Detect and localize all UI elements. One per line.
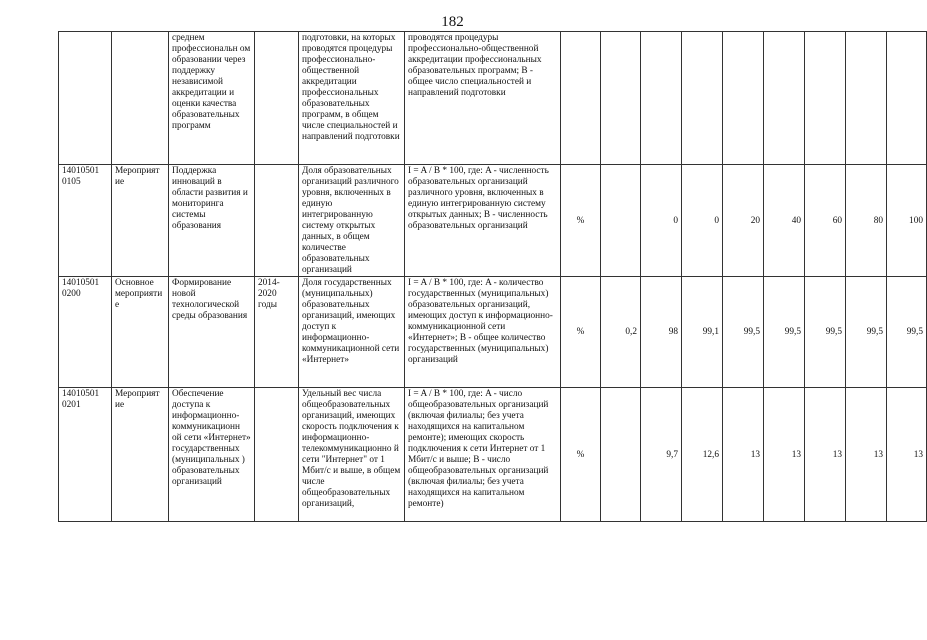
value-cell (601, 32, 641, 165)
value-cell: 98 (641, 277, 682, 388)
name-cell: Поддержка инноваций в области развития и мониторинга системы образования (169, 165, 255, 277)
value-cell: 12,6 (682, 388, 723, 522)
value-cell: 0 (641, 165, 682, 277)
code-cell: 14010501 0105 (59, 165, 112, 277)
unit-cell: % (561, 388, 601, 522)
table-row (59, 165, 927, 277)
type-cell: Основное мероприяти е (112, 277, 169, 388)
value-cell (723, 32, 764, 165)
table-row (59, 32, 927, 165)
type-cell (112, 32, 169, 165)
value-cell (601, 165, 641, 277)
formula-cell: проводятся процедуры профессионально-общественной аккредитации профессиональных образовательных программ; B - общее число специальностей и направлений подготовки (405, 32, 561, 165)
formula-cell: I = A / B * 100, где: A - количество государственных (муниципальных) образовательных организаций, имеющих доступ к информационно-коммуникационной сети «Интернет»; B - общее количество государственных (муниципальных) организаций (405, 277, 561, 388)
value-cell: 0 (682, 165, 723, 277)
page-number: 182 (441, 14, 464, 30)
value-cell: 0,2 (601, 277, 641, 388)
value-cell (641, 32, 682, 165)
value-cell (805, 32, 846, 165)
value-cell: 99,5 (887, 277, 927, 388)
value-cell (846, 32, 887, 165)
type-cell: Мероприят ие (112, 165, 169, 277)
name-cell: Формирование новой технологической среды образования (169, 277, 255, 388)
value-cell: 99,5 (723, 277, 764, 388)
code-cell: 14010501 0200 (59, 277, 112, 388)
value-cell: 99,5 (846, 277, 887, 388)
program-table (58, 31, 927, 522)
value-cell: 13 (723, 388, 764, 522)
value-cell: 13 (764, 388, 805, 522)
formula-cell: I = A / B * 100, где: A - число общеобразовательных организаций (включая филиалы; без учета находящихся на капитальном ремонте); имеющих скорость подключения к сети Интернет от 1 Мбит/с и выше; B - число общеобразовательных организаций (включая филиалы; без учета находящихся на капитальном ремонте) (405, 388, 561, 522)
code-cell: 14010501 0201 (59, 388, 112, 522)
value-cell: 20 (723, 165, 764, 277)
value-cell: 60 (805, 165, 846, 277)
value-cell: 13 (805, 388, 846, 522)
value-cell: 99,1 (682, 277, 723, 388)
type-cell: Мероприят ие (112, 388, 169, 522)
period-cell (255, 165, 299, 277)
value-cell: 40 (764, 165, 805, 277)
value-cell: 9,7 (641, 388, 682, 522)
value-cell (682, 32, 723, 165)
value-cell (764, 32, 805, 165)
unit-cell: % (561, 165, 601, 277)
unit-cell: % (561, 277, 601, 388)
indicator-cell: Доля государственных (муниципальных) образовательных организаций, имеющих доступ к информационно-коммуникационной сети «Интернет» (299, 277, 405, 388)
value-cell: 13 (887, 388, 927, 522)
name-cell: среднем профессиональн ом образовании через поддержку независимой аккредитации и оценки качества образовательных программ (169, 32, 255, 165)
period-cell (255, 388, 299, 522)
period-cell (255, 32, 299, 165)
name-cell: Обеспечение доступа к информационно-коммуникационн ой сети «Интернет» государственных (муниципальных ) образовательных организаций (169, 388, 255, 522)
value-cell: 99,5 (805, 277, 846, 388)
value-cell: 100 (887, 165, 927, 277)
code-cell (59, 32, 112, 165)
unit-cell (561, 32, 601, 165)
value-cell (601, 388, 641, 522)
value-cell: 99,5 (764, 277, 805, 388)
table-row (59, 277, 927, 388)
value-cell (887, 32, 927, 165)
period-cell: 2014- 2020 годы (255, 277, 299, 388)
formula-cell: I = A / B * 100, где: A - численность образовательных организаций различного уровня, включенных в единую интегрированную систему открытых данных; B - численность образовательных организаций (405, 165, 561, 277)
table-row (59, 388, 927, 522)
value-cell: 13 (846, 388, 887, 522)
value-cell: 80 (846, 165, 887, 277)
indicator-cell: Удельный вес числа общеобразовательных организаций, имеющих скорость подключения к информационно-телекоммуникационно й сети "Интернет" от 1 Мбит/с и выше, в общем числе общеобразовательных организаций, (299, 388, 405, 522)
indicator-cell: Доля образовательных организаций различного уровня, включенных в единую интегрированную систему открытых данных, в общем количестве образовательных организаций (299, 165, 405, 277)
indicator-cell: подготовки, на которых проводятся процедуры профессионально-общественной аккредитации профессиональных образовательных программ, в общем числе специальностей и направлений подготовки (299, 32, 405, 165)
